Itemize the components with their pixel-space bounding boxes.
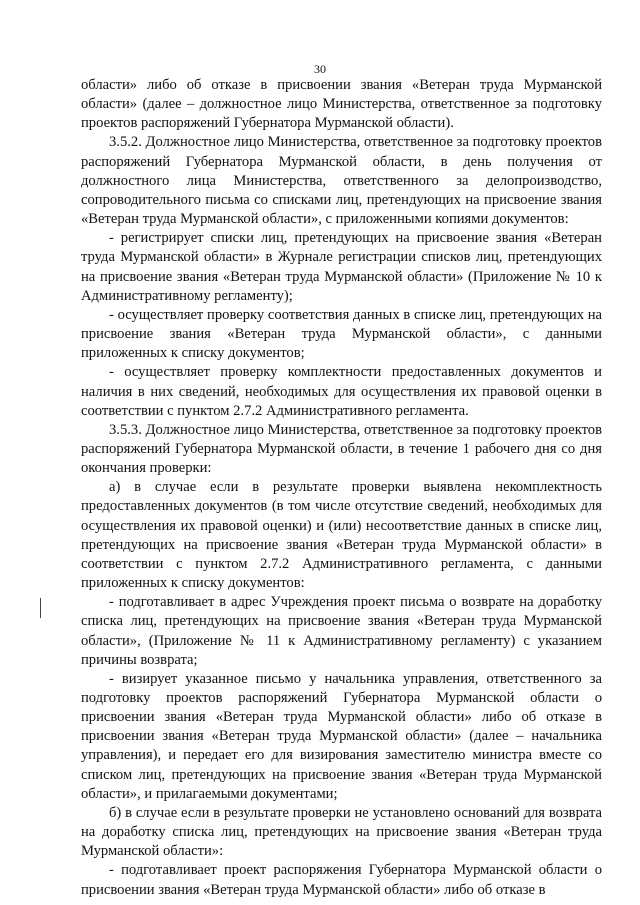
page-number: 30 (314, 62, 326, 76)
paragraph-case-a: а) в случае если в результате проверки выявлена некомплектность предоставленных документов (в том числе отсутствие сведений, необходимых для осуществления их правовой оценки) и (или) несоответствие данных в списке лиц, претендующих на присвоение звания «Ветеран труда Мурманской области» в соответствии с пунктом 2.7.2 Административного регламента, с данными приложенных к списку документов: (81, 479, 602, 592)
document-body (81, 76, 602, 900)
paragraph-register-lists: - регистрирует списки лиц, претендующих на присвоение звания «Ветеран труда Мурманской области» в Журнале регистрации списков лиц, претендующих на присвоение звания «Ветеран труда Мурманской области» (Приложение № 10 к Административному регламенту); (81, 230, 602, 304)
paragraph-check-correspondence: - осуществляет проверку соответствия данных в списке лиц, претендующих на присвоение звания «Ветеран труда Мурманской области», с данными приложенных к списку документов; (81, 306, 602, 362)
paragraph-continuation: области» либо об отказе в присвоении звания «Ветеран труда Мурманской области» (далее – должностное лицо Министерства, ответственное за подготовку проектов распоряжений Губернатора Мурманской области). (81, 77, 602, 132)
paragraph-prepare-return-letter: - подготавливает в адрес Учреждения проект письма о возврате на доработку списка лиц, претендующих на присвоение звания «Ветеран труда Мурманской области», (Приложение № 11 к Административному регламенту) с указанием причины возврата; (81, 594, 602, 668)
paragraph-3-5-3: 3.5.3. Должностное лицо Министерства, ответственное за подготовку проектов распоряжений Губернатора Мурманской области, в течение 1 рабочего дня со дня окончания проверки: (81, 421, 602, 477)
margin-mark (40, 598, 41, 618)
paragraph-endorse-letter: - визирует указанное письмо у начальника управления, ответственного за подготовку проектов распоряжений Губернатора Мурманской области о присвоении звания «Ветеран труда Мурманской области» либо об отказе в присвоении звания «Ветеран труда Мурманской области» (далее – начальника управления), и передает его для визирования заместителю министра вместе со списком лиц, претендующих на присвоение звания «Ветеран труда Мурманской области», и прилагаемыми документами; (81, 670, 602, 802)
paragraph-case-b: б) в случае если в результате проверки не установлено оснований для возврата на доработку списка лиц, претендующих на присвоение звания «Ветеран труда Мурманской области»: (81, 804, 602, 860)
paragraph-check-completeness: - осуществляет проверку комплектности предоставленных документов и наличия в них сведений, необходимых для осуществления их правовой оценки в соответствии с пунктом 2.7.2 Административного регламента. (81, 364, 602, 419)
paragraph-3-5-2: 3.5.2. Должностное лицо Министерства, ответственное за подготовку проектов распоряжений Губернатора Мурманской области, в день получения от должностного лица Министерства, ответственного за делопроизводство, сопроводительного письма со списками лиц, претендующих на присвоение звания «Ветеран труда Мурманской области», с приложенными копиями документов: (81, 134, 602, 228)
paragraph-prepare-order: - подготавливает проект распоряжения Губернатора Мурманской области о присвоении звания «Ветеран труда Мурманской области» либо об отказе в (81, 862, 602, 898)
